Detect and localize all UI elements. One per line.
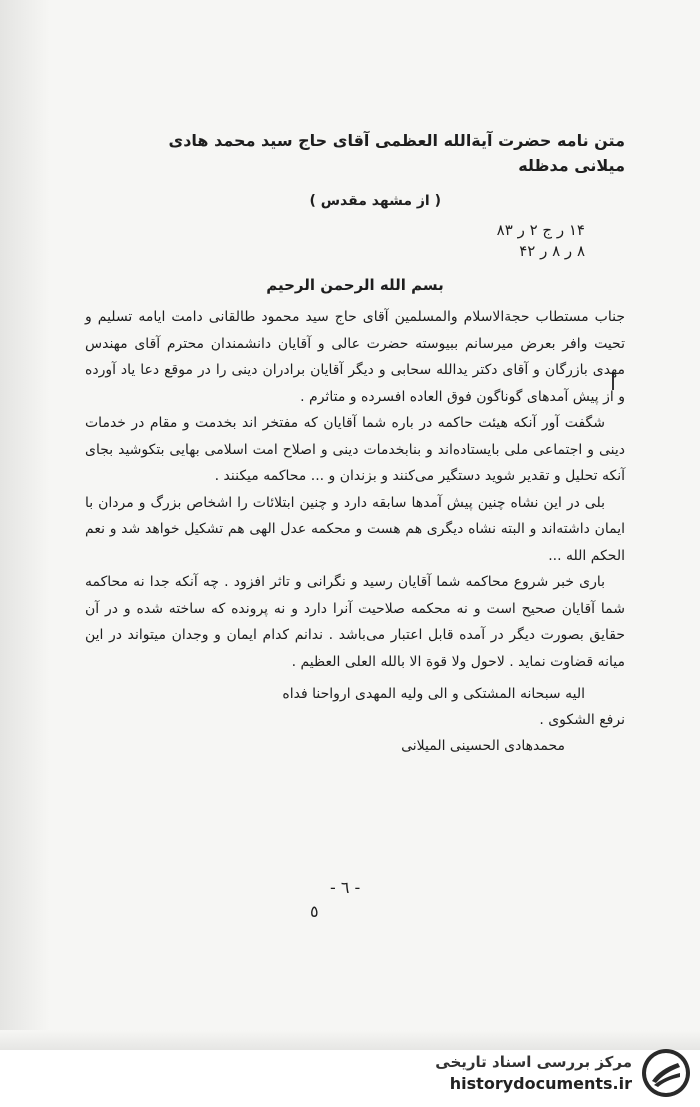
letter-date-lunar: ۱۴ ر ج ۲ ر ۸۳ bbox=[496, 221, 585, 239]
basmala: بسم الله الرحمن الرحیم bbox=[266, 276, 444, 294]
letter-header-line1: متن نامه حضرت آیة‌الله العظمی آقای حاج سید محمد هادی bbox=[168, 131, 625, 150]
sheet-shadow-left bbox=[0, 0, 50, 1050]
letter-paragraph-1: جناب مستطاب حجة‌الاسلام والمسلمین آقای حاج سید محمود طالقانی دامت ایامه تسلیم و تحیت وافر بعرض میرسانم ببیوسته حضرت عالی و آقایان دانشمندان محترم آقای مهندس مهدی بازرگان و آقای دکتر یدالله سحابی و دیگر آقایان برادران دینی را در موقع دعا یاد آورده و از پیش آمدهای گوناگون فوق العاده افسرده و متاثرم . bbox=[85, 309, 625, 405]
letter-body bbox=[85, 128, 625, 759]
letter-closing: الیه سبحانه المشتکی و الی ولیه المهدی ارواحنا فداه bbox=[282, 686, 585, 702]
letter-date-solar: ۸ ر ۸ ر ۴۲ bbox=[519, 242, 585, 260]
letter-paragraph-3: بلی در این نشاه چنین پیش آمدها سابقه دارد و چنین ابتلائات را اشخاص بزرگ و مردان با ایمان داشته‌اند و البته نشاه دیگری هم هست و محکمه عدل الهی هم تشکیل خواهد شد و نعم الحکم الله ... bbox=[85, 494, 625, 564]
page-number-2: ٥ bbox=[310, 902, 319, 921]
watermark-text bbox=[435, 1051, 632, 1095]
letter-paragraph-2: شگفت آور آنکه هیئت حاکمه در باره شما آقایان که مفتخر اند بخدمت و مقام در خدمات دینی و اجتماعی ملی بایستاده‌اند و بنابخدمات دینی و اصلاح امت اسلامی بهایی بتکوشید بجای آنکه تحلیل و تقدیر شوید دستگیر می‌کنند و بزندان و ... محاکمه میکنند . bbox=[85, 415, 625, 484]
letter-header-line2: میلانی مدظله bbox=[518, 156, 625, 175]
letter-paragraph-4: باری خبر شروع محاکمه شما آقایان رسید و نگرانی و تاثر افزود . چه آنکه جدا نه محاکمه شما آقایان صحیح است و نه محکمه صلاحیت آنرا دارد و نه پرونده که ساخته شده و در آن حقایق بصورت دیگر در آمده قابل اعتبار می‌باشد . ندانم کدام ایمان و وجدان میتواند در این میانه قضاوت نماید . لاحول ولا قوة الا بالله العلی العظیم . bbox=[85, 574, 625, 670]
watermark-url: historydocuments.ir bbox=[449, 1074, 632, 1093]
watermark bbox=[410, 1045, 692, 1101]
signature-name: محمدهادی الحسینی المیلانی bbox=[401, 738, 565, 754]
letter-origin: ( از مشهد مقدس ) bbox=[309, 193, 441, 209]
page-number: - ٦ - bbox=[330, 878, 361, 897]
letter-closing-2: نرفع الشکوی . bbox=[539, 712, 625, 728]
book-logo-icon bbox=[640, 1047, 692, 1099]
letter-signature bbox=[85, 733, 625, 759]
watermark-title: مرکز بررسی اسناد تاریخی bbox=[435, 1053, 632, 1071]
